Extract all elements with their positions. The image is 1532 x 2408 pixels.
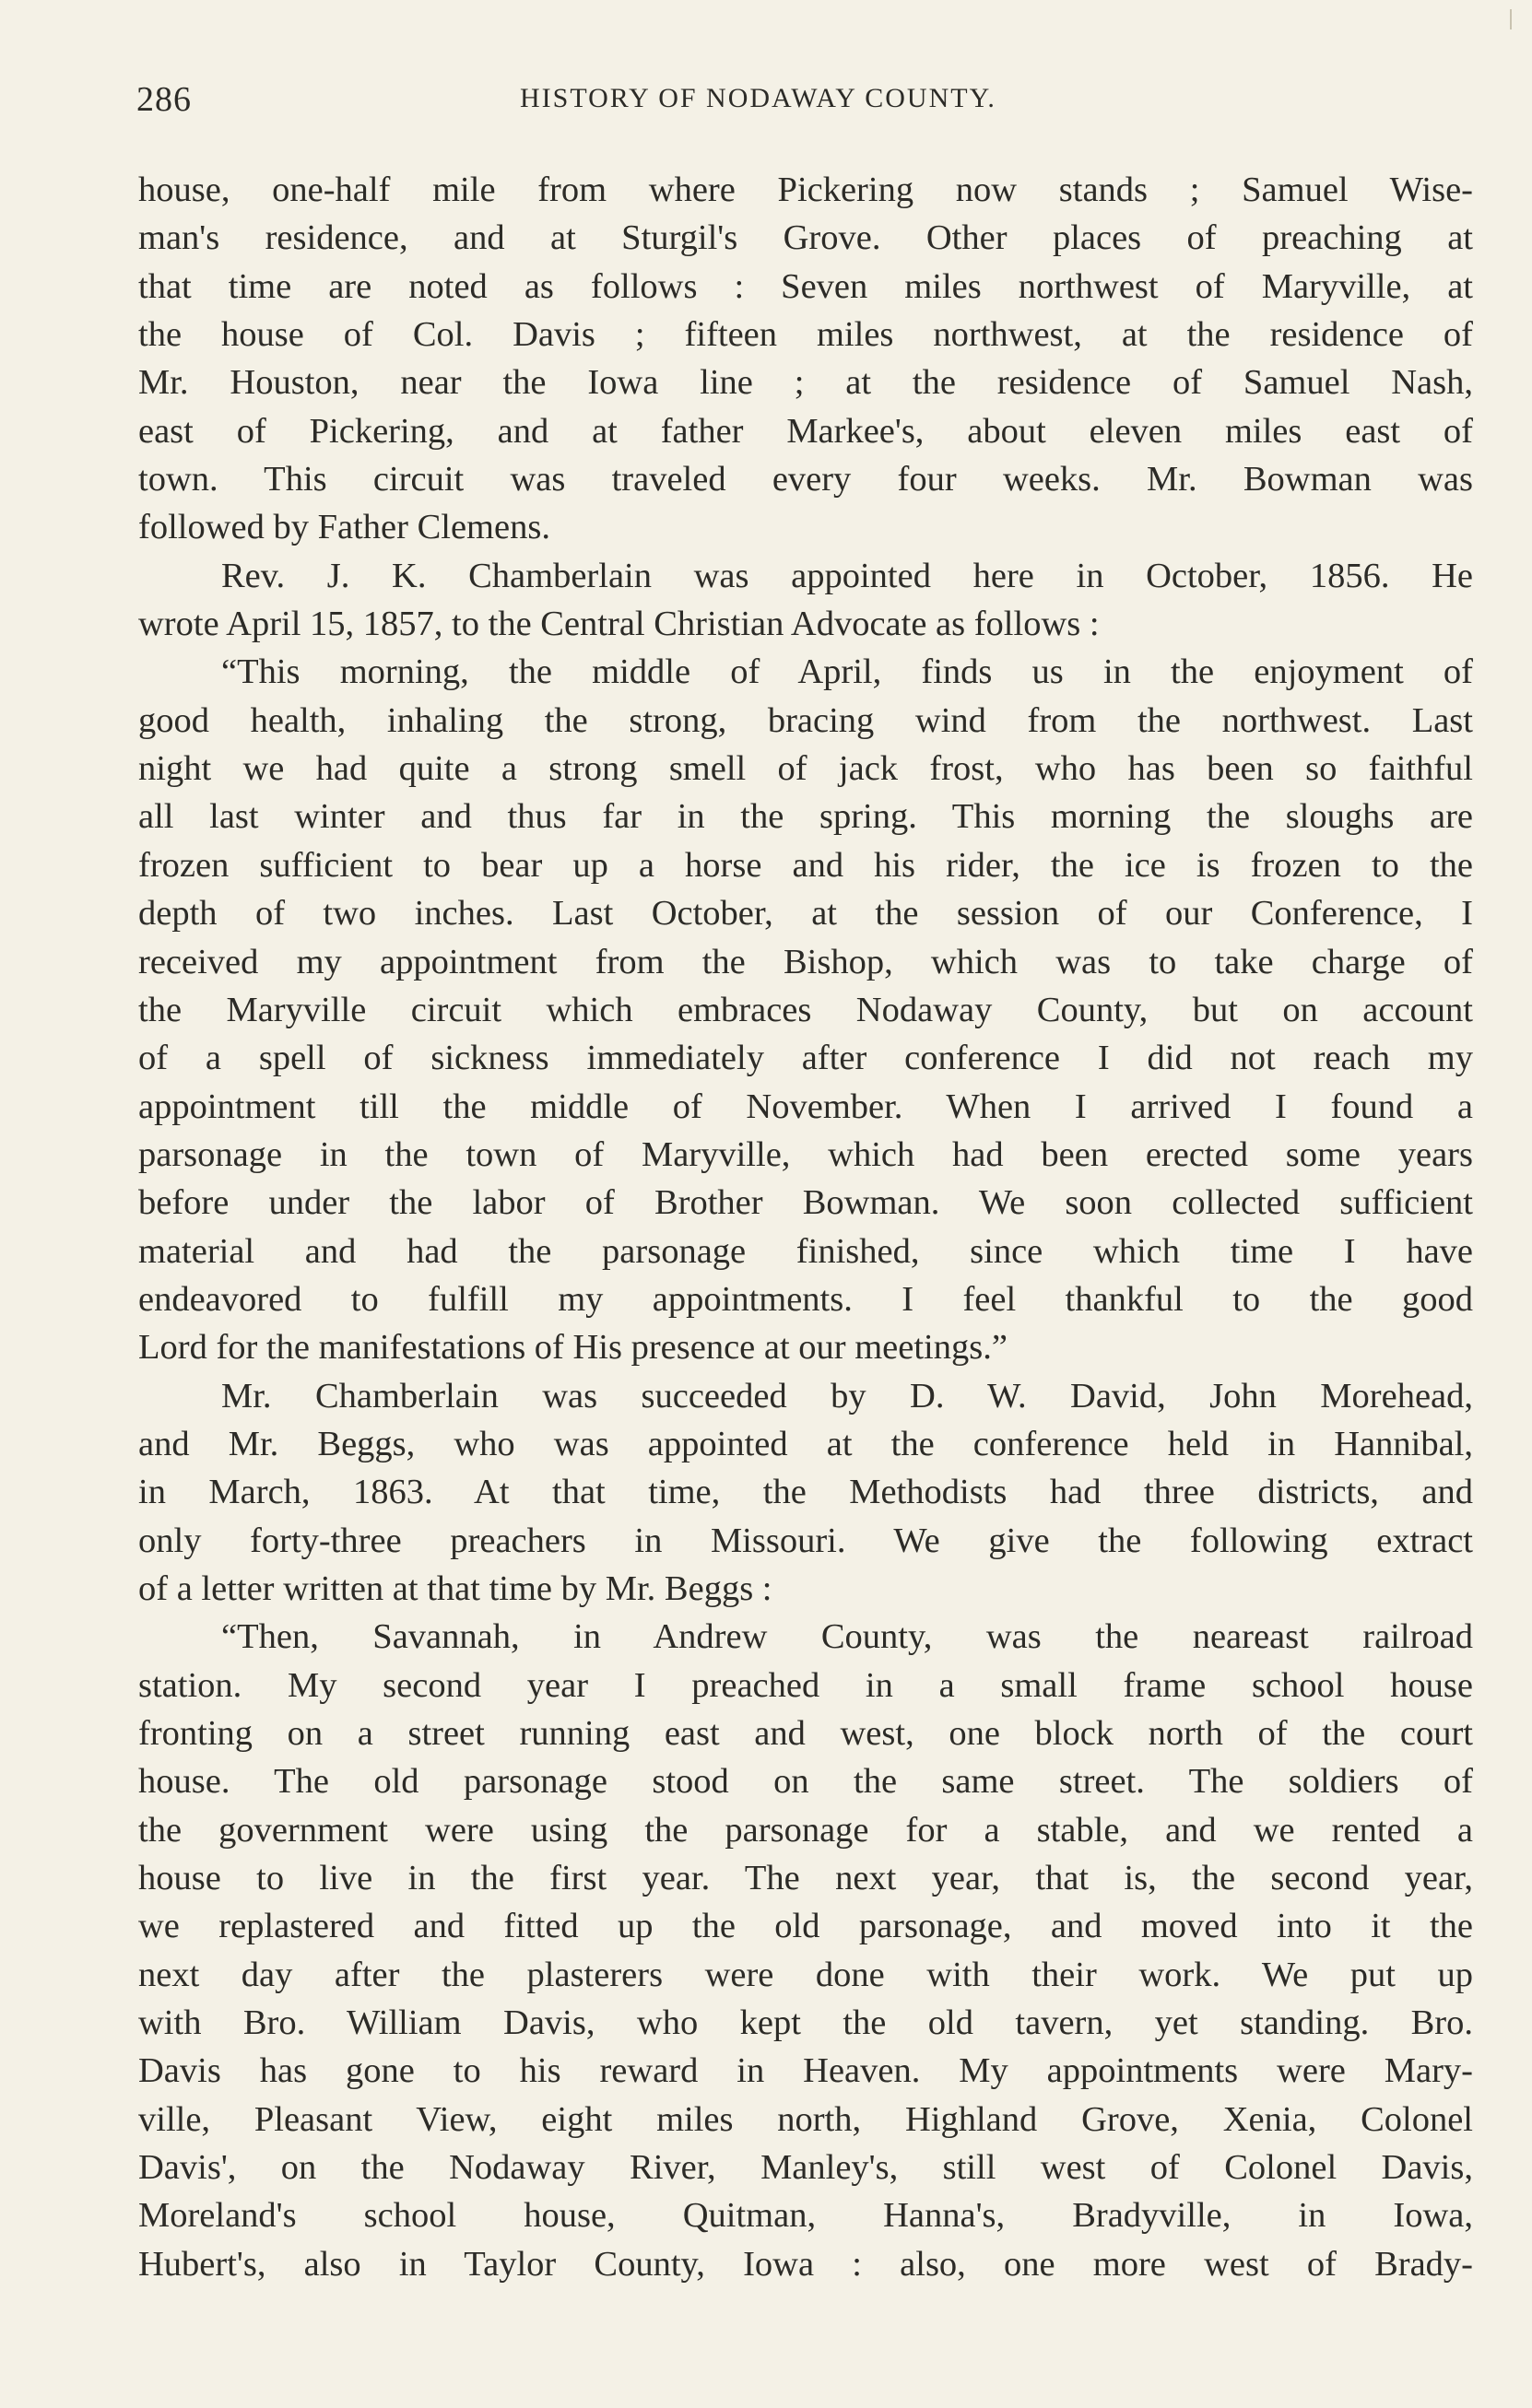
text-line: in March, 1863. At that time, the Methodists had three districts, and [138, 1473, 1473, 1512]
text-line: house to live in the first year. The next year, that is, the second year, [138, 1859, 1473, 1898]
text-line: night we had quite a strong smell of jack frost, who has been so faithful [138, 749, 1473, 789]
text-line: station. My second year I preached in a small frame school house [138, 1665, 1473, 1705]
text-line: Mr. Houston, near the Iowa line ; at the residence of Samuel Nash, [138, 363, 1473, 403]
text-line: with Bro. William Davis, who kept the old tavern, yet standing. Bro. [138, 2003, 1473, 2043]
text-line: “Then, Savannah, in Andrew County, was the neareast railroad [221, 1617, 1473, 1657]
text-line: Davis', on the Nodaway River, Manley's, still west of Colonel Davis, [138, 2148, 1473, 2188]
text-line: the house of Col. Davis ; fifteen miles northwest, at the residence of [138, 315, 1473, 355]
text-line: Hubert's, also in Taylor County, Iowa : also, one more west of Brady- [138, 2244, 1473, 2284]
text-line: fronting on a street running east and west, one block north of the court [138, 1714, 1473, 1753]
text-line: endeavored to fulfill my appointments. I feel thankful to the good [138, 1279, 1473, 1319]
text-line: wrote April 15, 1857, to the Central Christian Advocate as follows : [138, 605, 1100, 644]
text-line: parsonage in the town of Maryville, which had been erected some years [138, 1134, 1473, 1174]
text-line: town. This circuit was traveled every four weeks. Mr. Bowman was [138, 460, 1473, 499]
text-line: house. The old parsonage stood on the same street. The soldiers of [138, 1762, 1473, 1802]
text-line: Davis has gone to his reward in Heaven. My appointments were Mary- [138, 2051, 1473, 2091]
text-line: received my appointment from the Bishop, which was to take charge of [138, 942, 1473, 981]
text-line: that time are noted as follows : Seven miles northwest of Maryville, at [138, 266, 1473, 306]
text-line: material and had the parsonage finished, since which time I have [138, 1231, 1473, 1271]
text-line: east of Pickering, and at father Markee's, about eleven miles east of [138, 411, 1473, 451]
text-line: Moreland's school house, Quitman, Hanna's, Bradyville, in Iowa, [138, 2196, 1473, 2236]
text-line: appointment till the middle of November. When I arrived I found a [138, 1087, 1473, 1126]
text-line: of a spell of sickness immediately after conference I did not reach my [138, 1039, 1473, 1078]
text-line: and Mr. Beggs, who was appointed at the conference held in Hannibal, [138, 1424, 1473, 1463]
text-line: frozen sufficient to bear up a horse and his rider, the ice is frozen to the [138, 845, 1473, 885]
text-line: man's residence, and at Sturgil's Grove. Other places of preaching at [138, 218, 1473, 258]
text-line: good health, inhaling the strong, bracing wind from the northwest. Last [138, 700, 1473, 740]
text-line: of a letter written at that time by Mr. Beggs : [138, 1568, 772, 1608]
body-text [138, 166, 1473, 2288]
text-line: ville, Pleasant View, eight miles north, Highland Grove, Xenia, Colonel [138, 2099, 1473, 2139]
text-line: before under the labor of Brother Bowman. We soon collected sufficient [138, 1183, 1473, 1223]
text-line: the Maryville circuit which embraces Nodaway County, but on account [138, 990, 1473, 1029]
text-line: “This morning, the middle of April, finds us in the enjoyment of [221, 652, 1473, 692]
text-line: followed by Father Clemens. [138, 508, 550, 547]
text-line: depth of two inches. Last October, at the session of our Conference, I [138, 894, 1473, 934]
text-line: Lord for the manifestations of His presence at our meetings.” [138, 1328, 1008, 1368]
text-line: all last winter and thus far in the spring. This morning the sloughs are [138, 797, 1473, 837]
text-line: only forty-three preachers in Missouri. We give the following extract [138, 1521, 1473, 1560]
text-line: next day after the plasterers were done with their work. We put up [138, 1955, 1473, 1994]
page-header [136, 79, 1464, 135]
running-head: HISTORY OF NODAWAY COUNTY. [520, 83, 996, 113]
scan-edge-mark [1510, 9, 1525, 29]
text-line: the government were using the parsonage for a stable, and we rented a [138, 1810, 1473, 1850]
page-number: 286 [136, 80, 192, 119]
text-line: we replastered and fitted up the old parsonage, and moved into it the [138, 1907, 1473, 1946]
text-line: Rev. J. K. Chamberlain was appointed here in October, 1856. He [221, 556, 1473, 595]
text-line: house, one-half mile from where Pickering now stands ; Samuel Wise- [138, 170, 1473, 209]
text-line: Mr. Chamberlain was succeeded by D. W. David, John Morehead, [221, 1376, 1473, 1415]
